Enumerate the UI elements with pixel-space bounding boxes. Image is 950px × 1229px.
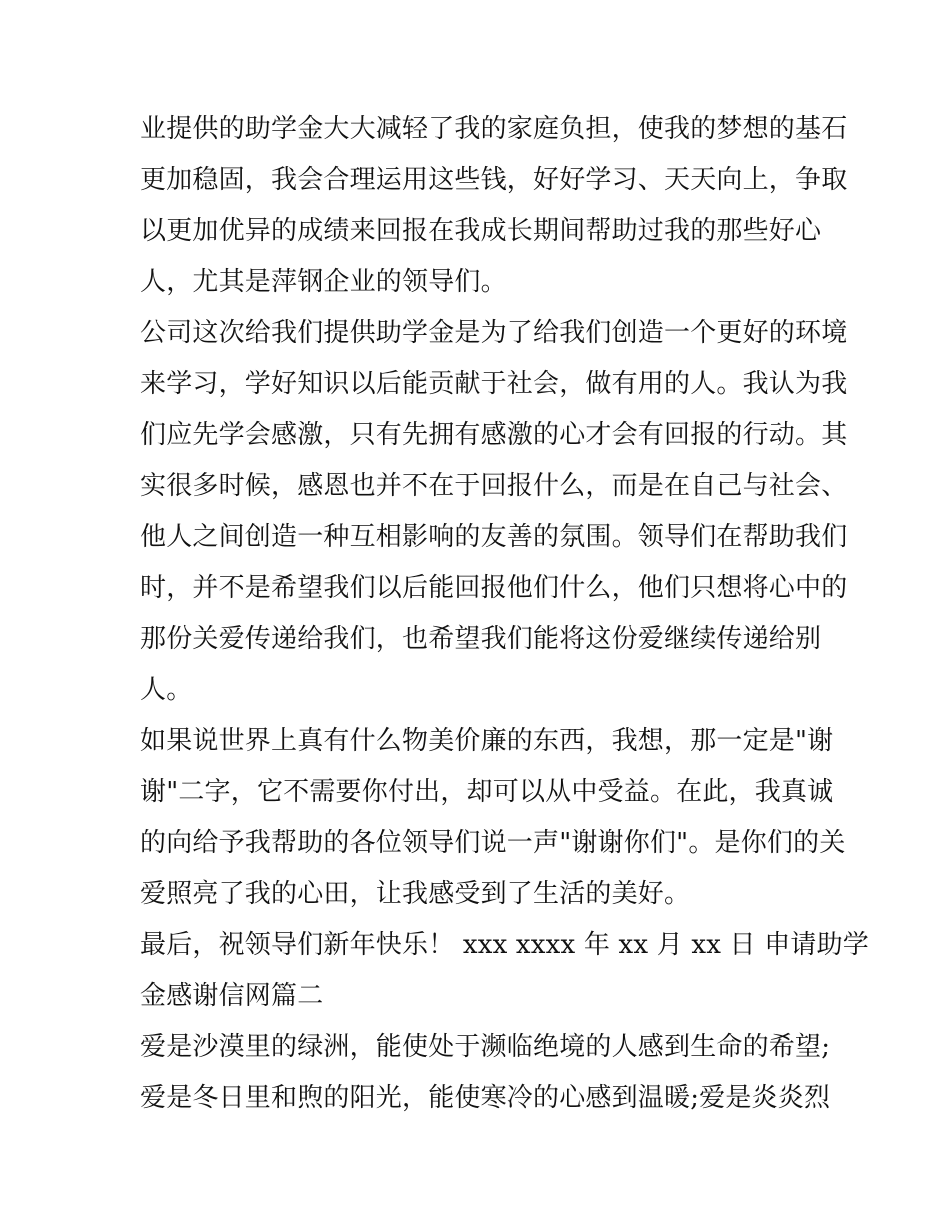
text-line: 更加稳固，我会合理运用这些钱，好好学习、天天向上，争取 [140,165,848,195]
text-line: 那份关爱传递给我们，也希望我们能将这份爱继续传递给别 [140,624,822,654]
text-line: 以更加优异的成绩来回报在我成长期间帮助过我的那些好心 [140,216,822,246]
text-line: 实很多时候，感恩也并不在于回报什么，而是在自己与社会、 [140,471,848,501]
text-line: 人。 [140,675,193,705]
text-line: 金感谢信网篇二 [140,981,324,1011]
text-line: 爱照亮了我的心田，让我感受到了生活的美好。 [140,879,691,909]
text-line: 来学习，学好知识以后能贡献于社会，做有用的人。我认为我 [140,369,848,399]
text-line: 爱是冬日里和煦的阳光，能使寒冷的心感到温暖;爱是炎炎烈 [140,1083,831,1113]
text-line: 时，并不是希望我们以后能回报他们什么，他们只想将心中的 [140,573,848,603]
text-line: 的向给予我帮助的各位领导们说一声"谢谢你们"。是你们的关 [140,828,846,858]
text-line: 们应先学会感激，只有先拥有感激的心才会有回报的行动。其 [140,420,848,450]
document-body-text [140,104,870,1124]
text-line: 人，尤其是萍钢企业的领导们。 [140,267,507,297]
text-line: 谢"二字，它不需要你付出，却可以从中受益。在此，我真诚 [140,777,834,807]
text-line: 他人之间创造一种互相影响的友善的氛围。领导们在帮助我们 [140,522,848,552]
text-line: 业提供的助学金大大减轻了我的家庭负担，使我的梦想的基石 [140,114,848,144]
text-line: 公司这次给我们提供助学金是为了给我们创造一个更好的环境 [140,318,848,348]
text-line: 最后，祝领导们新年快乐！ xxx xxxx 年 xx 月 xx 日 申请助学 [140,930,870,960]
text-line: 爱是沙漠里的绿洲，能使处于濒临绝境的人感到生命的希望; [140,1032,831,1062]
text-line: 如果说世界上真有什么物美价廉的东西，我想，那一定是"谢 [140,726,834,756]
